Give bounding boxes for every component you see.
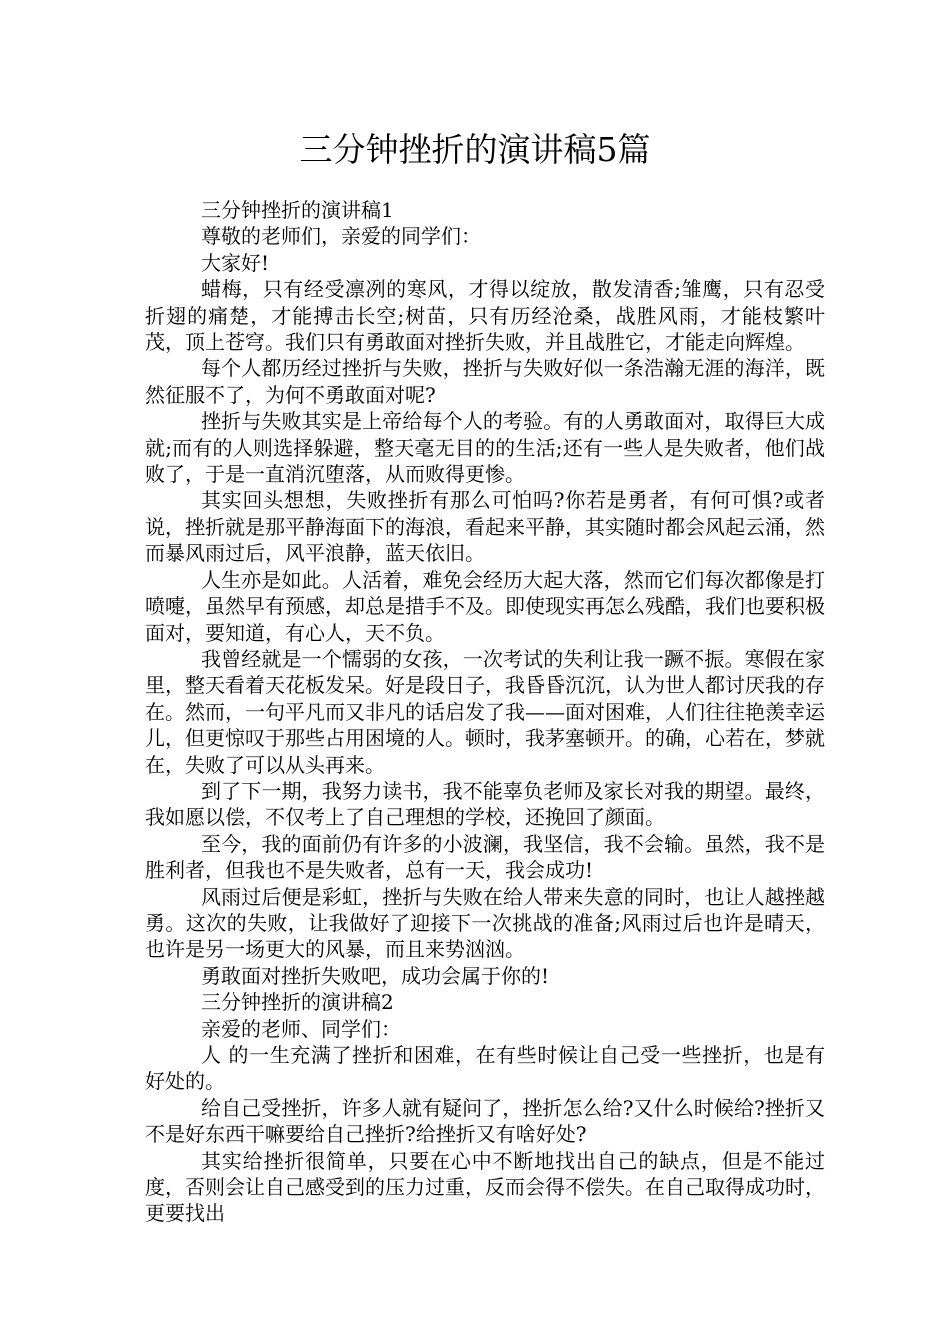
- paragraph: 三分钟挫折的演讲稿2: [201, 990, 394, 1015]
- paragraph: 挫折与失败其实是上帝给每个人的考验。有的人勇敢面对，取得巨大成就;而有的人则选择躲避，整天毫无目的的生活;还有一些人是失败者，他们战败了，于是一直消沉堕落，从而败得更惨。: [145, 409, 825, 487]
- document-title: 三分钟挫折的演讲稿5篇: [299, 130, 651, 169]
- paragraph: 大家好!: [201, 250, 270, 275]
- paragraph: 其实给挫折很简单，只要在心中不断地找出自己的缺点，但是不能过度，否则会让自己感受到的压力过重，反而会得不偿失。在自己取得成功时，更要找出: [145, 1148, 825, 1226]
- paragraph: 人生亦是如此。人活着，难免会经历大起大落，然而它们每次都像是打喷嚏，虽然早有预感，却总是措手不及。即使现实再怎么残酷，我们也要积极面对，要知道，有心人，天不负。: [145, 567, 825, 645]
- paragraph: 到了下一期，我努力读书，我不能辜负老师及家长对我的期望。最终，我如愿以偿，不仅考上了自己理想的学校，还挽回了颜面。: [145, 778, 825, 830]
- paragraph: 尊敬的老师们，亲爱的同学们：: [201, 224, 481, 249]
- paragraph: 亲爱的老师、同学们：: [201, 1016, 401, 1041]
- paragraph: 其实回头想想，失败挫折有那么可怕吗?你若是勇者，有何可惧?或者说，挫折就是那平静海面下的海浪，看起来平静，其实随时都会风起云涌，然而暴风雨过后，风平浪静，蓝天依旧。: [145, 488, 825, 566]
- paragraph: 每个人都历经过挫折与失败，挫折与失败好似一条浩瀚无涯的海洋，既然征服不了，为何不勇敢面对呢?: [145, 356, 825, 407]
- paragraph: 至今，我的面前仍有许多的小波澜，我坚信，我不会输。虽然，我不是胜利者，但我也不是失败者，总有一天，我会成功!: [145, 831, 825, 883]
- paragraph: 勇敢面对挫折失败吧，成功会属于你的!: [201, 963, 550, 988]
- paragraph: 风雨过后便是彩虹，挫折与失败在给人带来失意的同时，也让人越挫越勇。这次的失败，让我做好了迎接下一次挑战的准备;风雨过后也许是晴天，也许是另一场更大的风暴，而且来势汹汹。: [145, 884, 825, 962]
- paragraph: 人 的一生充满了挫折和困难，在有些时候让自己受一些挫折，也是有好处的。: [145, 1043, 825, 1094]
- paragraph: 我曾经就是一个懦弱的女孩，一次考试的失利让我一蹶不振。寒假在家里，整天看着天花板发呆。好是段日子，我昏昏沉沉，认为世人都讨厌我的存在。然而，一句平凡而又非凡的话启发了我——面对困难，人们往往艳羡幸运儿，但更惊叹于那些占用困境的人。顿时，我茅塞顿开。的确，心若在，梦就在，失败了可以从头再来。: [145, 646, 825, 777]
- document-body: [145, 197, 825, 1227]
- paragraph: 三分钟挫折的演讲稿1: [201, 198, 394, 222]
- paragraph: 给自己受挫折，许多人就有疑问了，挫折怎么给?又什么时候给?挫折又不是好东西干嘛要给自己挫折?给挫折又有啥好处?: [145, 1095, 825, 1147]
- paragraph: 蜡梅，只有经受凛冽的寒风，才得以绽放，散发清香;雏鹰，只有忍受折翅的痛楚，才能搏击长空;树苗，只有历经沧桑，战胜风雨，才能枝繁叶茂，顶上苍穹。我们只有勇敢面对挫折失败，并且战胜它，才能走向辉煌。: [145, 277, 825, 355]
